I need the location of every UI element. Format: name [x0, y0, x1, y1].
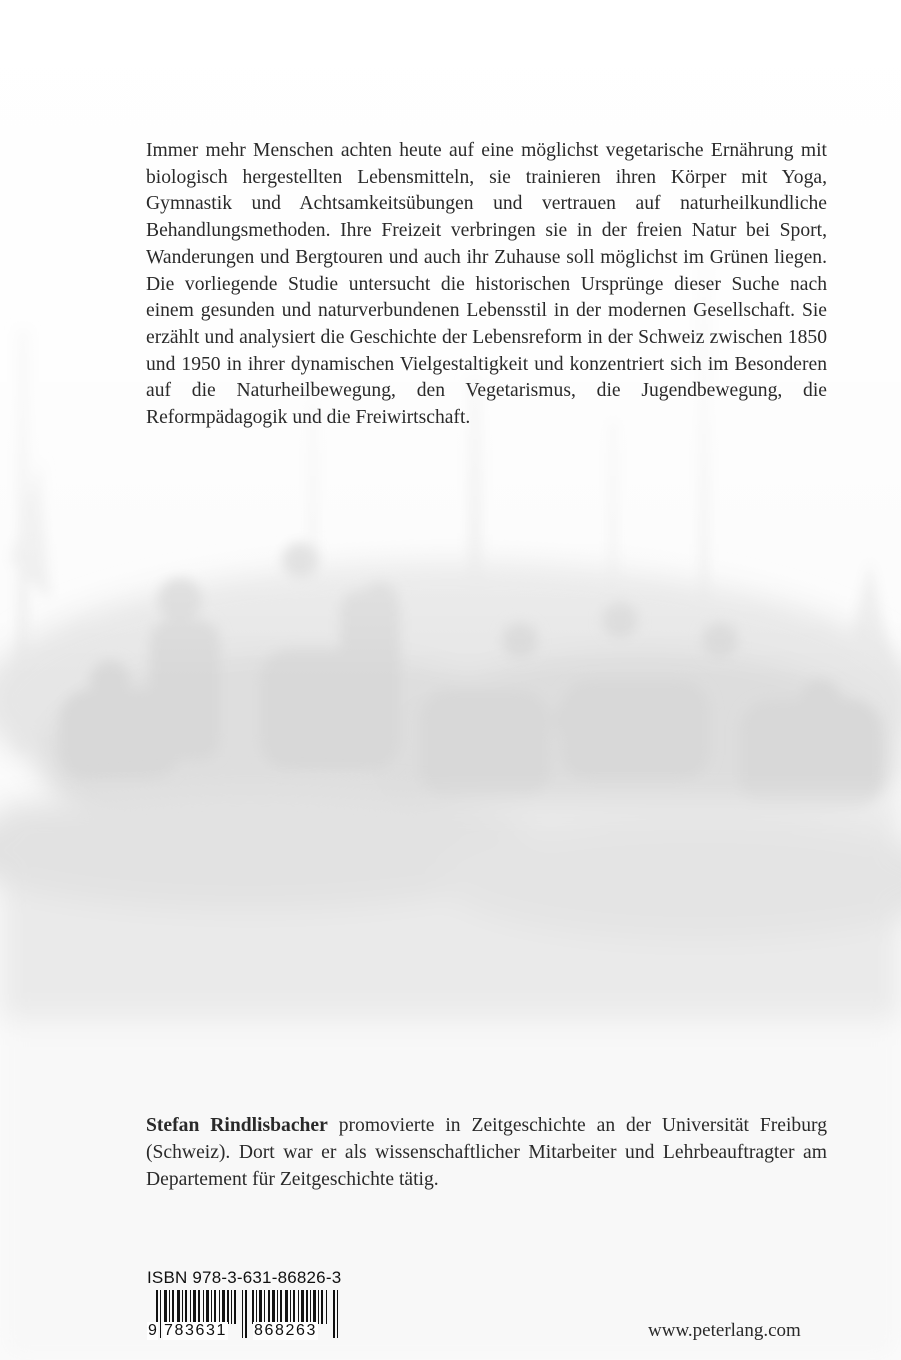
author-bio-text: promovierte in Zeitgeschichte an der Universität Freiburg (Schweiz). Dort war er als wissenschaftlicher Mitarbeiter und Lehrbeauftragter am Departement für Zeitgeschichte tätig. — [146, 1115, 827, 1190]
barcode-digit-lead: 9 — [148, 1322, 157, 1339]
isbn-label: ISBN 978-3-631-86826-3 — [147, 1268, 342, 1287]
book-blurb: Immer mehr Menschen achten heute auf eine möglichst vegetarische Ernährung mit biologisch hergestellten Lebensmitteln, sie trainieren ihren Körper mit Yoga, Gymnastik und Achtsamkeitsübungen und vertrauen auf naturheilkundliche Behandlungsmethoden. Ihre Freizeit verbringen sie in der freien Natur bei Sport, Wanderungen und Bergtouren und auch ihr Zuhause soll möglichst im Grünen liegen. Die vorliegende Studie untersucht die historischen Ursprünge dieser Suche nach einem gesunden und naturverbundenen Lebensstil in der modernen Gesellschaft. Sie erzählt und analysiert die Geschichte der Lebensreform in der Schweiz zwischen 1850 und 1950 in ihrer dynamischen Vielgestaltigkeit und konzentriert sich im Besonderen auf die Naturheilbewegung, den Vegetarismus, die Jugendbewegung, die Reformpädagogik und die Freiwirtschaft. — [146, 140, 827, 429]
author-name: Stefan Rindlisbacher — [146, 1115, 328, 1136]
barcode-digits-left: 783631 — [164, 1322, 227, 1339]
barcode-digits-right: 868263 — [254, 1322, 317, 1339]
author-bio — [146, 1112, 827, 1193]
publisher-url: www.peterlang.com — [648, 1320, 801, 1341]
